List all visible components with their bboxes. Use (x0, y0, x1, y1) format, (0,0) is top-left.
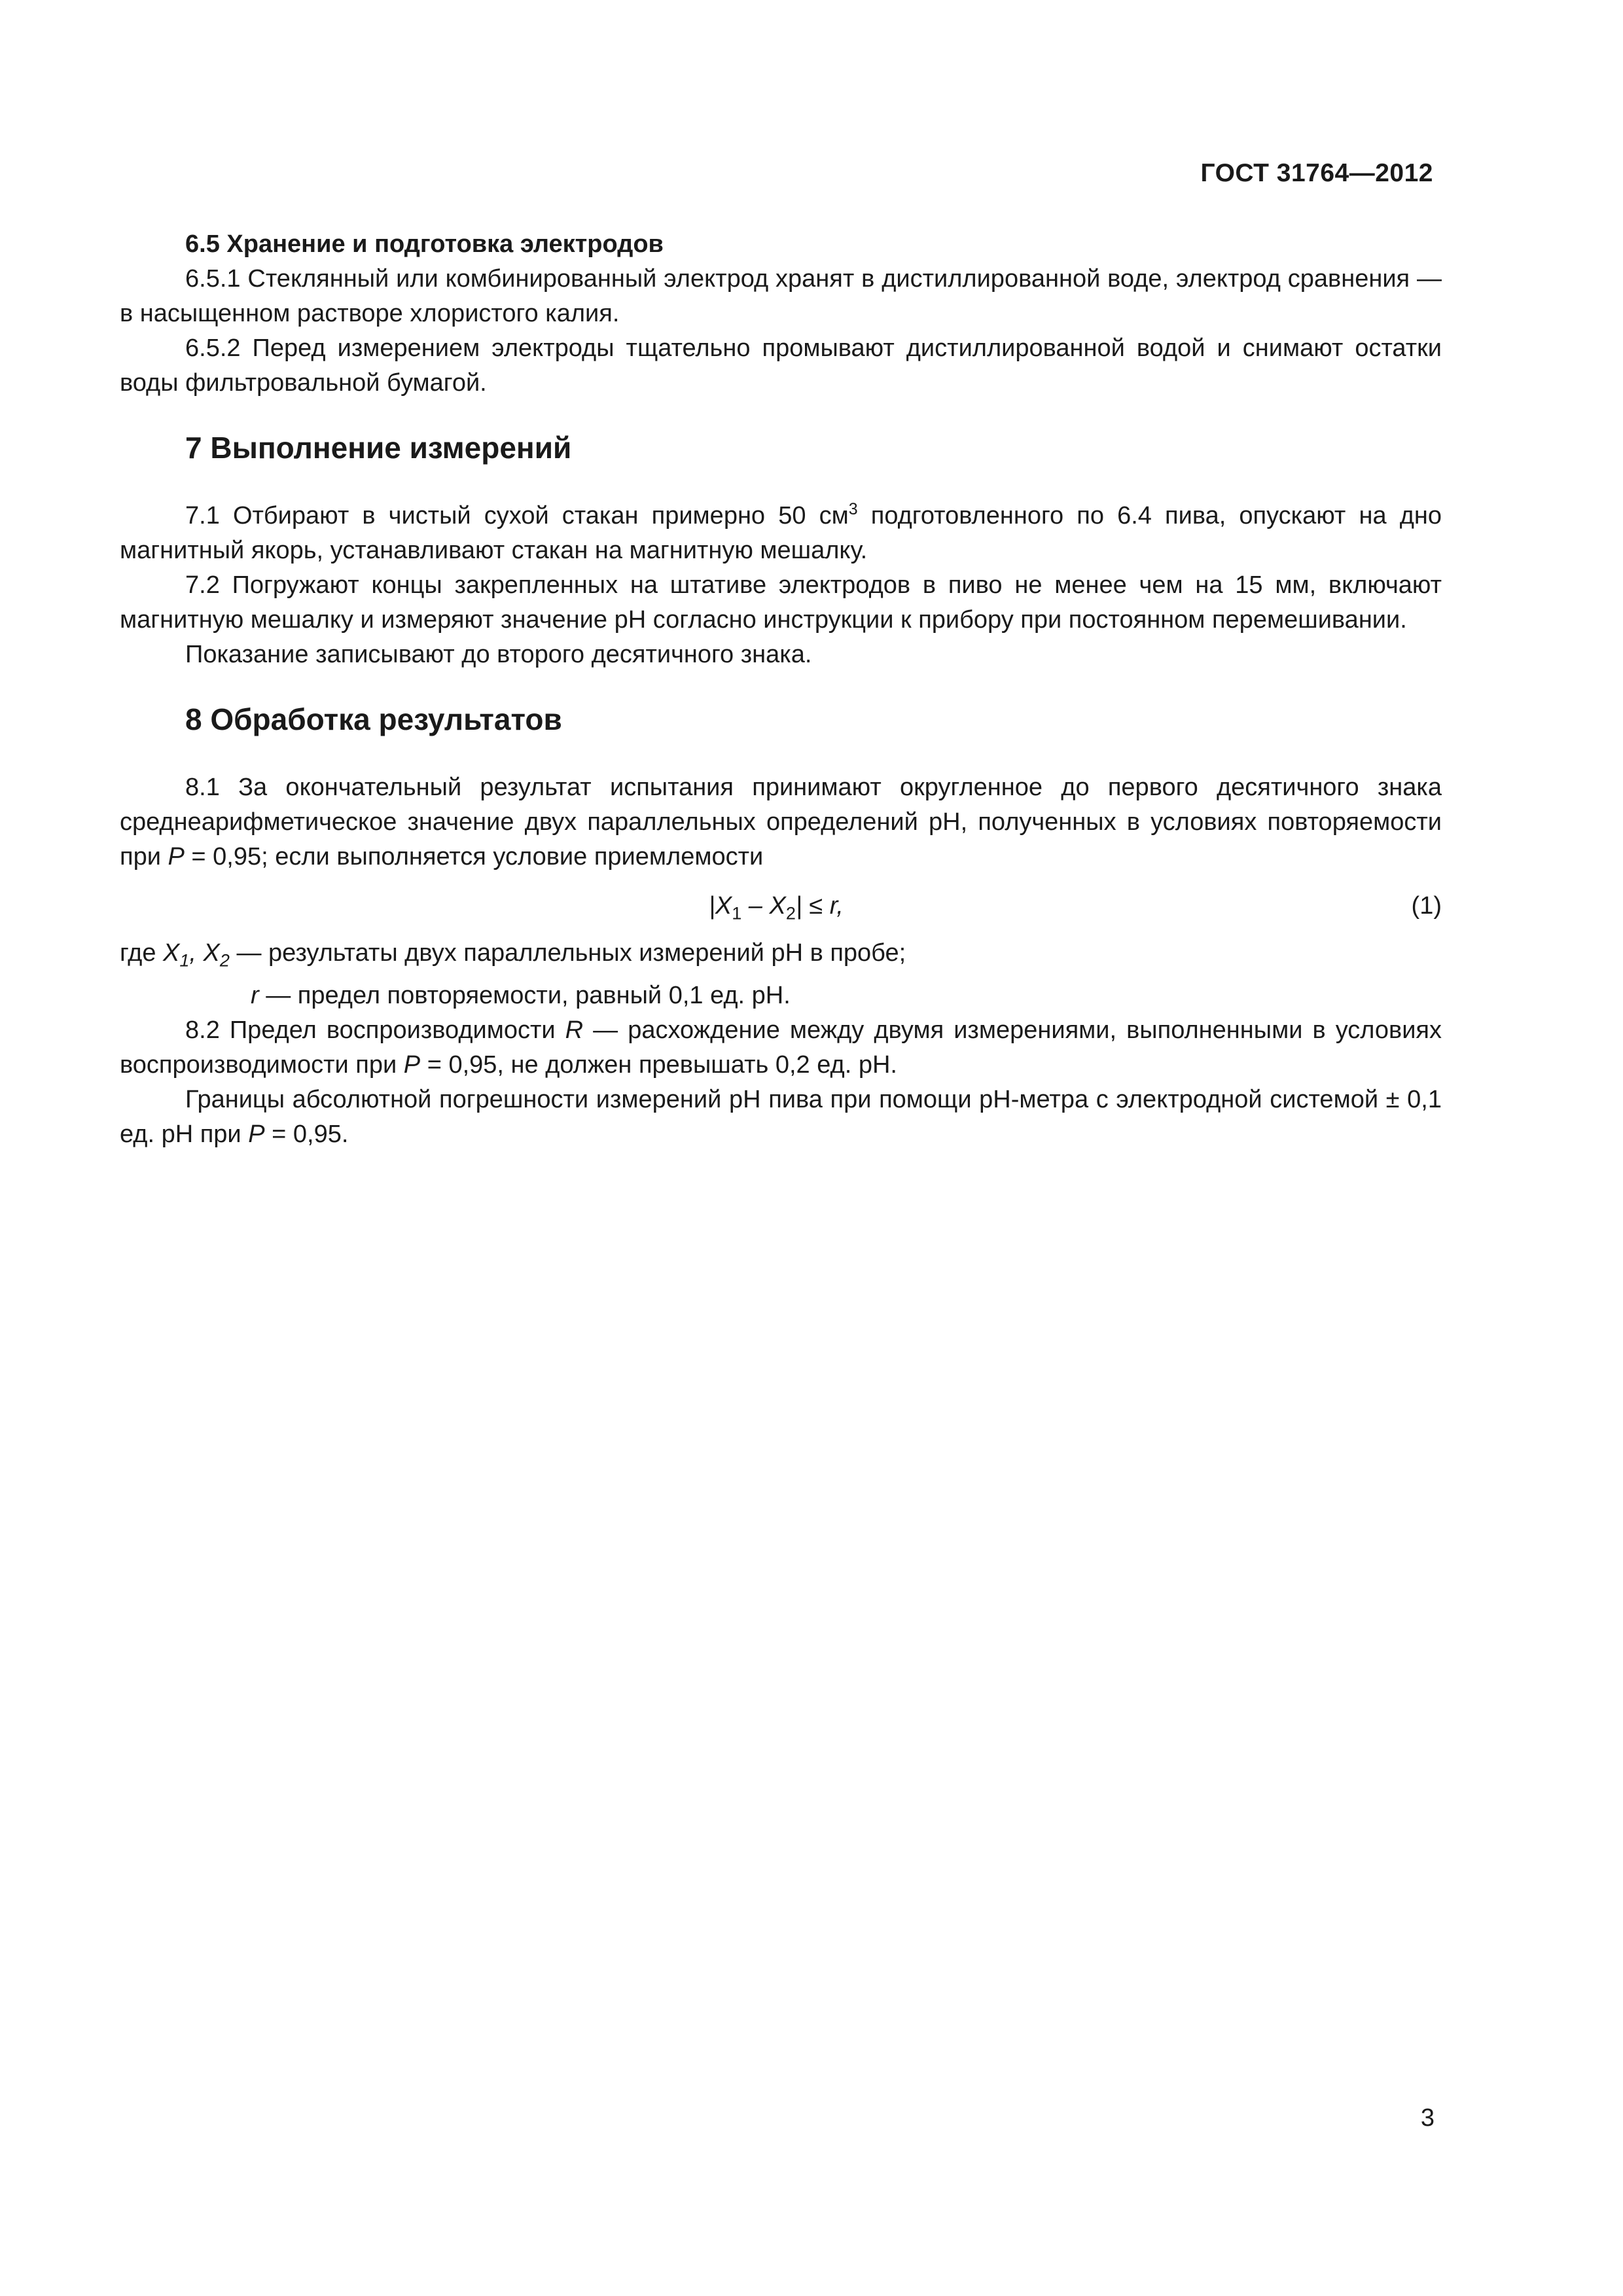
formula-part: – X (741, 892, 786, 920)
paragraph-6-5-1: 6.5.1 Стеклянный или комбинированный электрод хранят в дистиллированной воде, электрод сравнения — в насыщенном растворе хлористого калия. (120, 265, 1442, 327)
text-segment: Границы абсолютной погрешности измерений рН пива при помощи рН-метра с электродной системой ± 0,1 ед. рН при (120, 1085, 1442, 1148)
formula (709, 889, 844, 931)
text-segment: = 0,95; если выполняется условие приемлемости (184, 843, 764, 870)
standard-header: ГОСТ 31764—2012 (1200, 159, 1433, 187)
variable-x: , X (189, 939, 220, 967)
text-segment: 7.1 Отбирают в чистый сухой стакан примерно 50 см (185, 502, 849, 529)
variable-x: X (163, 939, 180, 967)
variable-subscript: 1 (179, 950, 190, 971)
paragraph-7-1 (120, 499, 1442, 568)
formula-subscript: 2 (785, 903, 796, 924)
variable: P (403, 1050, 421, 1079)
variable (163, 939, 230, 971)
variable: P (168, 843, 185, 870)
paragraph-7-2: 7.2 Погружают концы закрепленных на штативе электродов в пиво не менее чем на 15 мм, включают магнитную мешалку и измеряют значение рН согласно инструкции к прибору при постоянном перемешивании. (120, 571, 1442, 634)
formula-part: |X (709, 892, 732, 920)
page-number: 3 (1420, 2104, 1435, 2132)
where-line (120, 936, 1442, 978)
paragraph-7-note: Показание записывают до второго десятичного знака. (185, 641, 812, 668)
where-label: где (120, 939, 164, 967)
where-text: — предел повторяемости, равный 0,1 ед. рН. (259, 981, 791, 1009)
document-body (120, 227, 1442, 1152)
variable-r: r (251, 981, 259, 1009)
paragraph-8-2 (120, 1013, 1442, 1083)
text-segment: = 0,95. (264, 1120, 349, 1148)
where-r-line (120, 978, 1442, 1013)
paragraph-8-3 (120, 1083, 1442, 1152)
variable: P (248, 1120, 265, 1148)
subsection-heading-6-5: 6.5 Хранение и подготовка электродов (185, 230, 664, 258)
where-text: — результаты двух параллельных измерений рН в пробе; (229, 939, 906, 967)
superscript: 3 (848, 500, 858, 518)
formula-row (120, 884, 1442, 936)
variable-subscript: 2 (219, 950, 230, 971)
text-segment: 8.2 Предел воспроизводимости (185, 1016, 565, 1044)
formula-part: | ≤ r, (795, 892, 844, 920)
section-heading-7: 7 Выполнение измерений (185, 431, 572, 465)
section-heading-8: 8 Обработка результатов (185, 702, 562, 736)
text-segment: 8.1 За окончательный результат испытания принимают округленное до первого десятичного знака среднеарифметическое значение двух параллельных определений рН, полученных в условиях повторяемости при (120, 774, 1442, 870)
equation-number: (1) (1411, 892, 1442, 920)
text-segment: — расхождение между двумя измерениями, выполненными в условиях воспроизводимости при (120, 1016, 1442, 1079)
paragraph-8-1 (120, 770, 1442, 874)
text-segment: подготовленного по 6.4 пива, опускают на дно магнитный якорь, устанавливают стакан на магнитную мешалку. (120, 502, 1442, 564)
variable: R (565, 1016, 584, 1044)
formula-subscript: 1 (732, 903, 742, 924)
paragraph-6-5-2: 6.5.2 Перед измерением электроды тщательно промывают дистиллированной водой и снимают остатки воды фильтровальной бумагой. (120, 334, 1442, 397)
text-segment: = 0,95, не должен превышать 0,2 ед. рН. (420, 1050, 897, 1079)
